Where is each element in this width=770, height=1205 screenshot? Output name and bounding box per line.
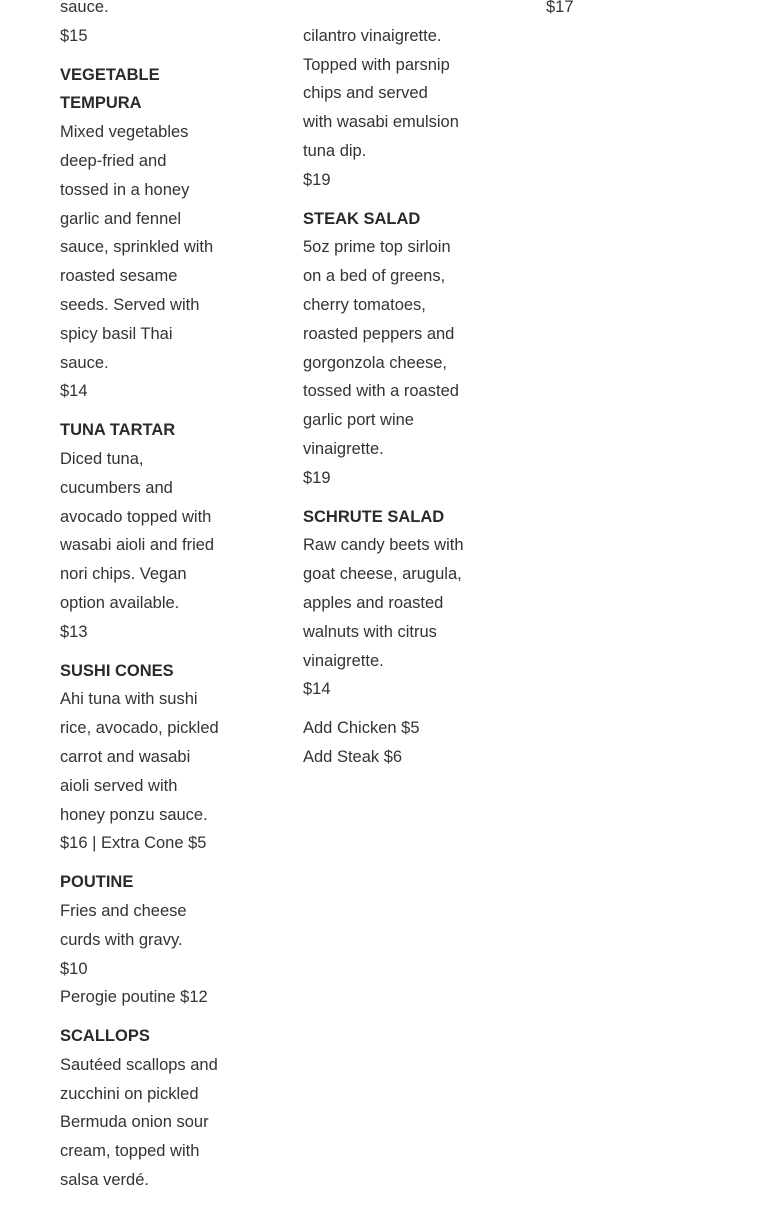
item-description-line: Mixed vegetables <box>60 123 189 142</box>
item-description-line: garlic port wine <box>303 411 414 430</box>
item-price: $10 <box>60 959 88 978</box>
item-extra: Perogie poutine $12 <box>60 988 208 1007</box>
menu-item-vegetable-tempura <box>60 61 230 407</box>
item-name: POUTINE <box>60 873 134 892</box>
menu-item-scallops <box>60 1022 230 1195</box>
item-description-line: rice, avocado, pickled <box>60 719 219 738</box>
menu-item-fragment <box>60 0 230 51</box>
item-price: $15 <box>60 26 88 45</box>
item-description-line: cherry tomatoes, <box>303 295 426 314</box>
item-description-line: roasted sesame <box>60 267 178 286</box>
menu-item-sushi-cones <box>60 657 230 859</box>
item-description-line: walnuts with citrus <box>303 622 437 641</box>
item-name: TUNA TARTAR <box>60 421 176 440</box>
item-description-line: chips and served <box>303 84 428 103</box>
addon-steak: Add Steak $6 <box>303 747 403 766</box>
item-description-line: with wasabi emulsion <box>303 113 459 132</box>
item-description-line: cucumbers and <box>60 478 173 497</box>
item-description-line: spicy basil Thai <box>60 324 173 343</box>
item-price: $13 <box>60 622 88 641</box>
item-description-line: avocado topped with <box>60 507 212 526</box>
item-name: STEAK SALAD <box>303 209 421 228</box>
item-description-line: cilantro vinaigrette. <box>303 26 442 45</box>
menu-item-fragment <box>546 0 716 22</box>
item-description-line: sauce. <box>60 0 109 16</box>
item-description-line: honey ponzu sauce. <box>60 805 208 824</box>
item-description-line: tuna dip. <box>303 141 367 160</box>
item-description-line: gorgonzola cheese, <box>303 353 448 372</box>
menu-column-2 <box>303 0 473 782</box>
menu-item-schrute-salad <box>303 503 473 705</box>
item-name: SCHRUTE SALAD <box>303 507 445 526</box>
addon-chicken: Add Chicken $5 <box>303 719 420 738</box>
item-price: $14 <box>303 680 331 699</box>
item-description-line: salsa verdé. <box>60 1171 149 1190</box>
item-description-line: apples and roasted <box>303 593 444 612</box>
item-description-line: cream, topped with <box>60 1142 200 1161</box>
item-price: $14 <box>60 382 88 401</box>
item-description-line: vinaigrette. <box>303 439 384 458</box>
menu-item-fragment <box>303 22 473 195</box>
item-description-line: nori chips. Vegan <box>60 565 187 584</box>
menu-column-1 <box>60 0 230 1205</box>
item-description-line: aioli served with <box>60 776 178 795</box>
item-description-line: on a bed of greens, <box>303 267 446 286</box>
item-description-line: garlic and fennel <box>60 209 182 228</box>
item-price: $17 <box>546 0 574 16</box>
item-description-line: Diced tuna, <box>60 449 144 468</box>
item-description-line: seeds. Served with <box>60 295 200 314</box>
menu-item-tuna-tartar <box>60 416 230 646</box>
item-name: SCALLOPS <box>60 1027 150 1046</box>
item-description-line: tossed with a roasted <box>303 382 459 401</box>
item-description-line: sauce. <box>60 353 109 372</box>
item-description-line: Raw candy beets with <box>303 536 464 555</box>
item-description-line: zucchini on pickled <box>60 1084 199 1103</box>
menu-item-steak-salad <box>303 205 473 493</box>
item-description-line: wasabi aioli and fried <box>60 536 215 555</box>
item-description-line: goat cheese, arugula, <box>303 565 462 584</box>
item-description-line: sauce, sprinkled with <box>60 238 214 257</box>
salad-addons <box>303 714 473 772</box>
item-price: $16 | Extra Cone $5 <box>60 834 207 853</box>
item-description-line: vinaigrette. <box>303 651 384 670</box>
item-name: TEMPURA <box>60 94 142 113</box>
item-price: $19 <box>303 170 331 189</box>
item-description-line: Ahi tuna with sushi <box>60 690 198 709</box>
item-description-line: Sautéed scallops and <box>60 1055 218 1074</box>
item-name: SUSHI CONES <box>60 661 174 680</box>
item-description-line: option available. <box>60 593 180 612</box>
item-description-line: Topped with parsnip <box>303 55 450 74</box>
item-description-line: tossed in a honey <box>60 180 190 199</box>
item-description-line: carrot and wasabi <box>60 747 191 766</box>
item-description-line: curds with gravy. <box>60 930 183 949</box>
item-description-line: Bermuda onion sour <box>60 1113 209 1132</box>
item-name: VEGETABLE <box>60 65 160 84</box>
menu-item-poutine <box>60 868 230 1012</box>
item-description-line: deep-fried and <box>60 151 167 170</box>
item-price: $19 <box>303 468 331 487</box>
item-description-line: roasted peppers and <box>303 324 455 343</box>
item-description-line: Fries and cheese <box>60 901 187 920</box>
item-description-line: 5oz prime top sirloin <box>303 238 451 257</box>
menu-column-3 <box>546 0 716 32</box>
